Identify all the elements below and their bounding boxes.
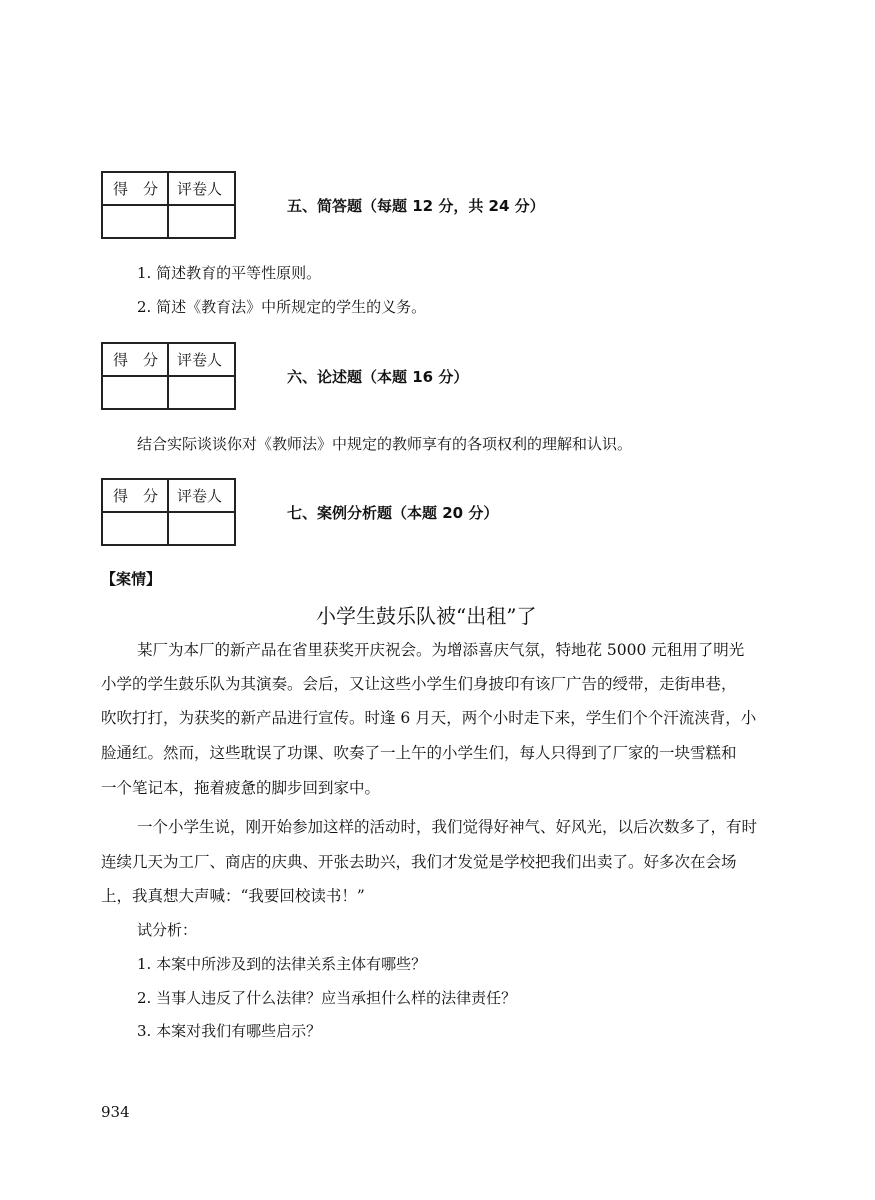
score-label: 得 分 bbox=[103, 480, 169, 513]
analysis-prompt: 试分析： bbox=[137, 921, 198, 939]
score-box-section5 bbox=[101, 171, 236, 239]
case-paragraph-1-line-5: 一个笔记本，拖着疲惫的脚步回到家中。 bbox=[101, 779, 381, 797]
case-paragraph-2-line-1: 一个小学生说，刚开始参加这样的活动时，我们觉得好神气、好风光，以后次数多了，有时 bbox=[137, 818, 758, 836]
score-label: 得 分 bbox=[103, 344, 169, 377]
grader-field bbox=[169, 513, 234, 544]
case-paragraph-1-line-4: 脸通红。然而，这些耽误了功课、吹奏了一上午的小学生们，每人只得到了厂家的一块雪糕和 bbox=[101, 744, 737, 762]
case-question-1: 1. 本案中所涉及到的法律关系主体有哪些？ bbox=[137, 955, 427, 973]
case-title: 小学生鼓乐队被“出租”了 bbox=[316, 604, 537, 628]
case-paragraph-1-line-3: 吹吹打打，为获奖的新产品进行宣传。时逢 6 月天，两个小时走下来，学生们个个汗流浃背，小 bbox=[101, 709, 757, 727]
grader-field bbox=[169, 206, 234, 237]
section5-heading: 五、简答题（每题 12 分，共 24 分） bbox=[287, 197, 545, 215]
grader-label: 评卷人 bbox=[169, 173, 234, 206]
section6-question: 结合实际谈谈你对《教师法》中规定的教师享有的各项权利的理解和认识。 bbox=[137, 435, 633, 453]
case-paragraph-2-line-2: 连续几天为工厂、商店的庆典、开张去助兴，我们才发觉是学校把我们出卖了。好多次在会场 bbox=[101, 853, 737, 871]
grader-field bbox=[169, 377, 234, 408]
section5-question-2: 2. 简述《教育法》中所规定的学生的义务。 bbox=[137, 298, 427, 316]
case-paragraph-1-line-1: 某厂为本厂的新产品在省里获奖开庆祝会。为增添喜庆气氛，特地花 5000 元租用了明光 bbox=[137, 641, 745, 659]
score-box-section6 bbox=[101, 342, 236, 410]
case-question-3: 3. 本案对我们有哪些启示？ bbox=[137, 1022, 322, 1040]
case-question-2: 2. 当事人违反了什么法律？应当承担什么样的法律责任？ bbox=[137, 989, 517, 1007]
grader-label: 评卷人 bbox=[169, 480, 234, 513]
section5-question-1: 1. 简述教育的平等性原则。 bbox=[137, 264, 322, 282]
case-paragraph-2-line-3: 上，我真想大声喊：“我要回校读书！” bbox=[101, 887, 365, 905]
score-field bbox=[103, 513, 169, 544]
score-box-section7 bbox=[101, 478, 236, 546]
score-field bbox=[103, 206, 169, 237]
case-paragraph-1-line-2: 小学的学生鼓乐队为其演奏。会后，又让这些小学生们身披印有该厂广告的绶带，走街串巷， bbox=[101, 675, 737, 693]
score-field bbox=[103, 377, 169, 408]
section7-heading: 七、案例分析题（本题 20 分） bbox=[287, 504, 499, 522]
case-label: 【案情】 bbox=[101, 570, 162, 588]
section6-heading: 六、论述题（本题 16 分） bbox=[287, 368, 469, 386]
grader-label: 评卷人 bbox=[169, 344, 234, 377]
page-number: 934 bbox=[101, 1103, 130, 1121]
score-label: 得 分 bbox=[103, 173, 169, 206]
